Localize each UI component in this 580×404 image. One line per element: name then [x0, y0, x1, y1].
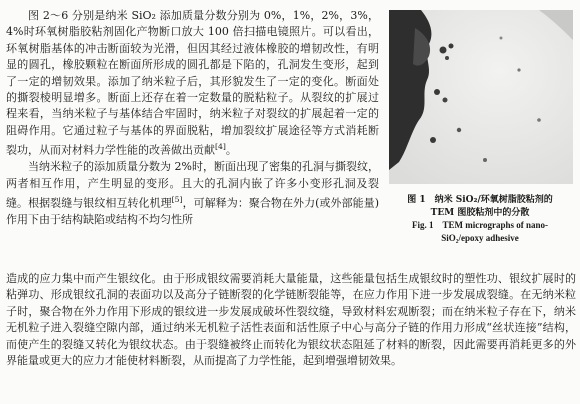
- caption-cn-line-2: TEM 图胶粘剂中的分散: [430, 207, 530, 218]
- paragraph-2: [6, 159, 379, 228]
- caption-cn-line-1: 图 1 纳米 SiO₂/环氧树脂胶粘剂的: [407, 195, 553, 205]
- paragraph-2-continued: 造成的应力集中而产生银纹化。由于形成银纹需要消耗大量能量，这些能量包括生成银纹时的塑性功、银纹扩展时的粘弹功、形成银纹孔洞的表面功以及高分子链断裂的化学链断裂能等，在应力作用下进一步发展成裂缝。在无纳米粒子时，聚合物在外力作用下形成的银纹进一步发展成破坏性裂纹缝，导致材料宏观断裂；而在纳米粒子存在下，纳米无机粒子进入裂缝空隙内部，通过纳米无机粒子活性表面和活性原子中心与高分子链的作用力形成“丝状连接”结构，而使产生的裂缝又转化为银纹状态。由于裂缝被终止而转化为银纹状态阻延了材料的断裂，因此需要再消耗更多的外界能量或更大的应力才能使材料断裂，从而提高了力学性能，起到增强增韧效果。: [6, 272, 576, 368]
- full-width-text: [6, 271, 576, 369]
- figure-caption: [382, 194, 578, 244]
- paragraph-2-text-b: ，可解释为：聚合物在外力(或外部能量)作用下由于结构缺陷或结构不均匀性所: [6, 196, 379, 227]
- tem-micrograph-image: [389, 10, 573, 184]
- paragraph-1-end: 。: [225, 143, 237, 157]
- citation-4: [4]: [215, 142, 226, 152]
- paragraph-2-text-a: 当纳米粒子的添加质量分数为 2%时，断面出现了密集的孔洞与撕裂纹，两者相互作用，产生明显的变形。且大的孔洞内嵌了许多小变形孔洞及裂缝。根据裂缝与银纹相互转化机理: [6, 160, 379, 210]
- left-column-text: [6, 8, 379, 229]
- paragraph-1: [6, 8, 379, 159]
- citation-5: [5]: [171, 195, 183, 205]
- caption-en-line-2: SiO₂/epoxy adhesive: [441, 232, 519, 243]
- tem-micrograph-svg: [389, 10, 573, 184]
- paragraph-1-text: 图 2～6 分别是纳米 SiO₂ 添加质量分数分别为 0%，1%，2%，3%，4%时环氧树脂胶粘剂固化产物断口放大 100 倍扫描电镜照片。可以看出，环氧树脂基体的冲击断面较为光滑，但因其经过液体橡胶的增韧改性，有明显的圆孔，橡胶颗粒在断面所形成的圆孔都是下陷的，孔洞发生变形，起到了一定的增韧效果。添加了纳米粒子后，其形貌发生了一定的变化。断面处的撕裂棱明显增多。断面上还存在着一定数量的脱粘粒子。从裂纹的扩展过程来看，当纳米粒子与基体结合牢固时，纳米粒子对裂纹的扩展起着一定的阻碍作用。它通过粒子与基体的界面脱粘，增加裂纹扩展途径等方式消耗断裂功，从而对材料力学性能的改善做出贡献: [6, 9, 379, 157]
- caption-en-line-1: Fig. 1 TEM micrographs of nano-: [411, 220, 549, 230]
